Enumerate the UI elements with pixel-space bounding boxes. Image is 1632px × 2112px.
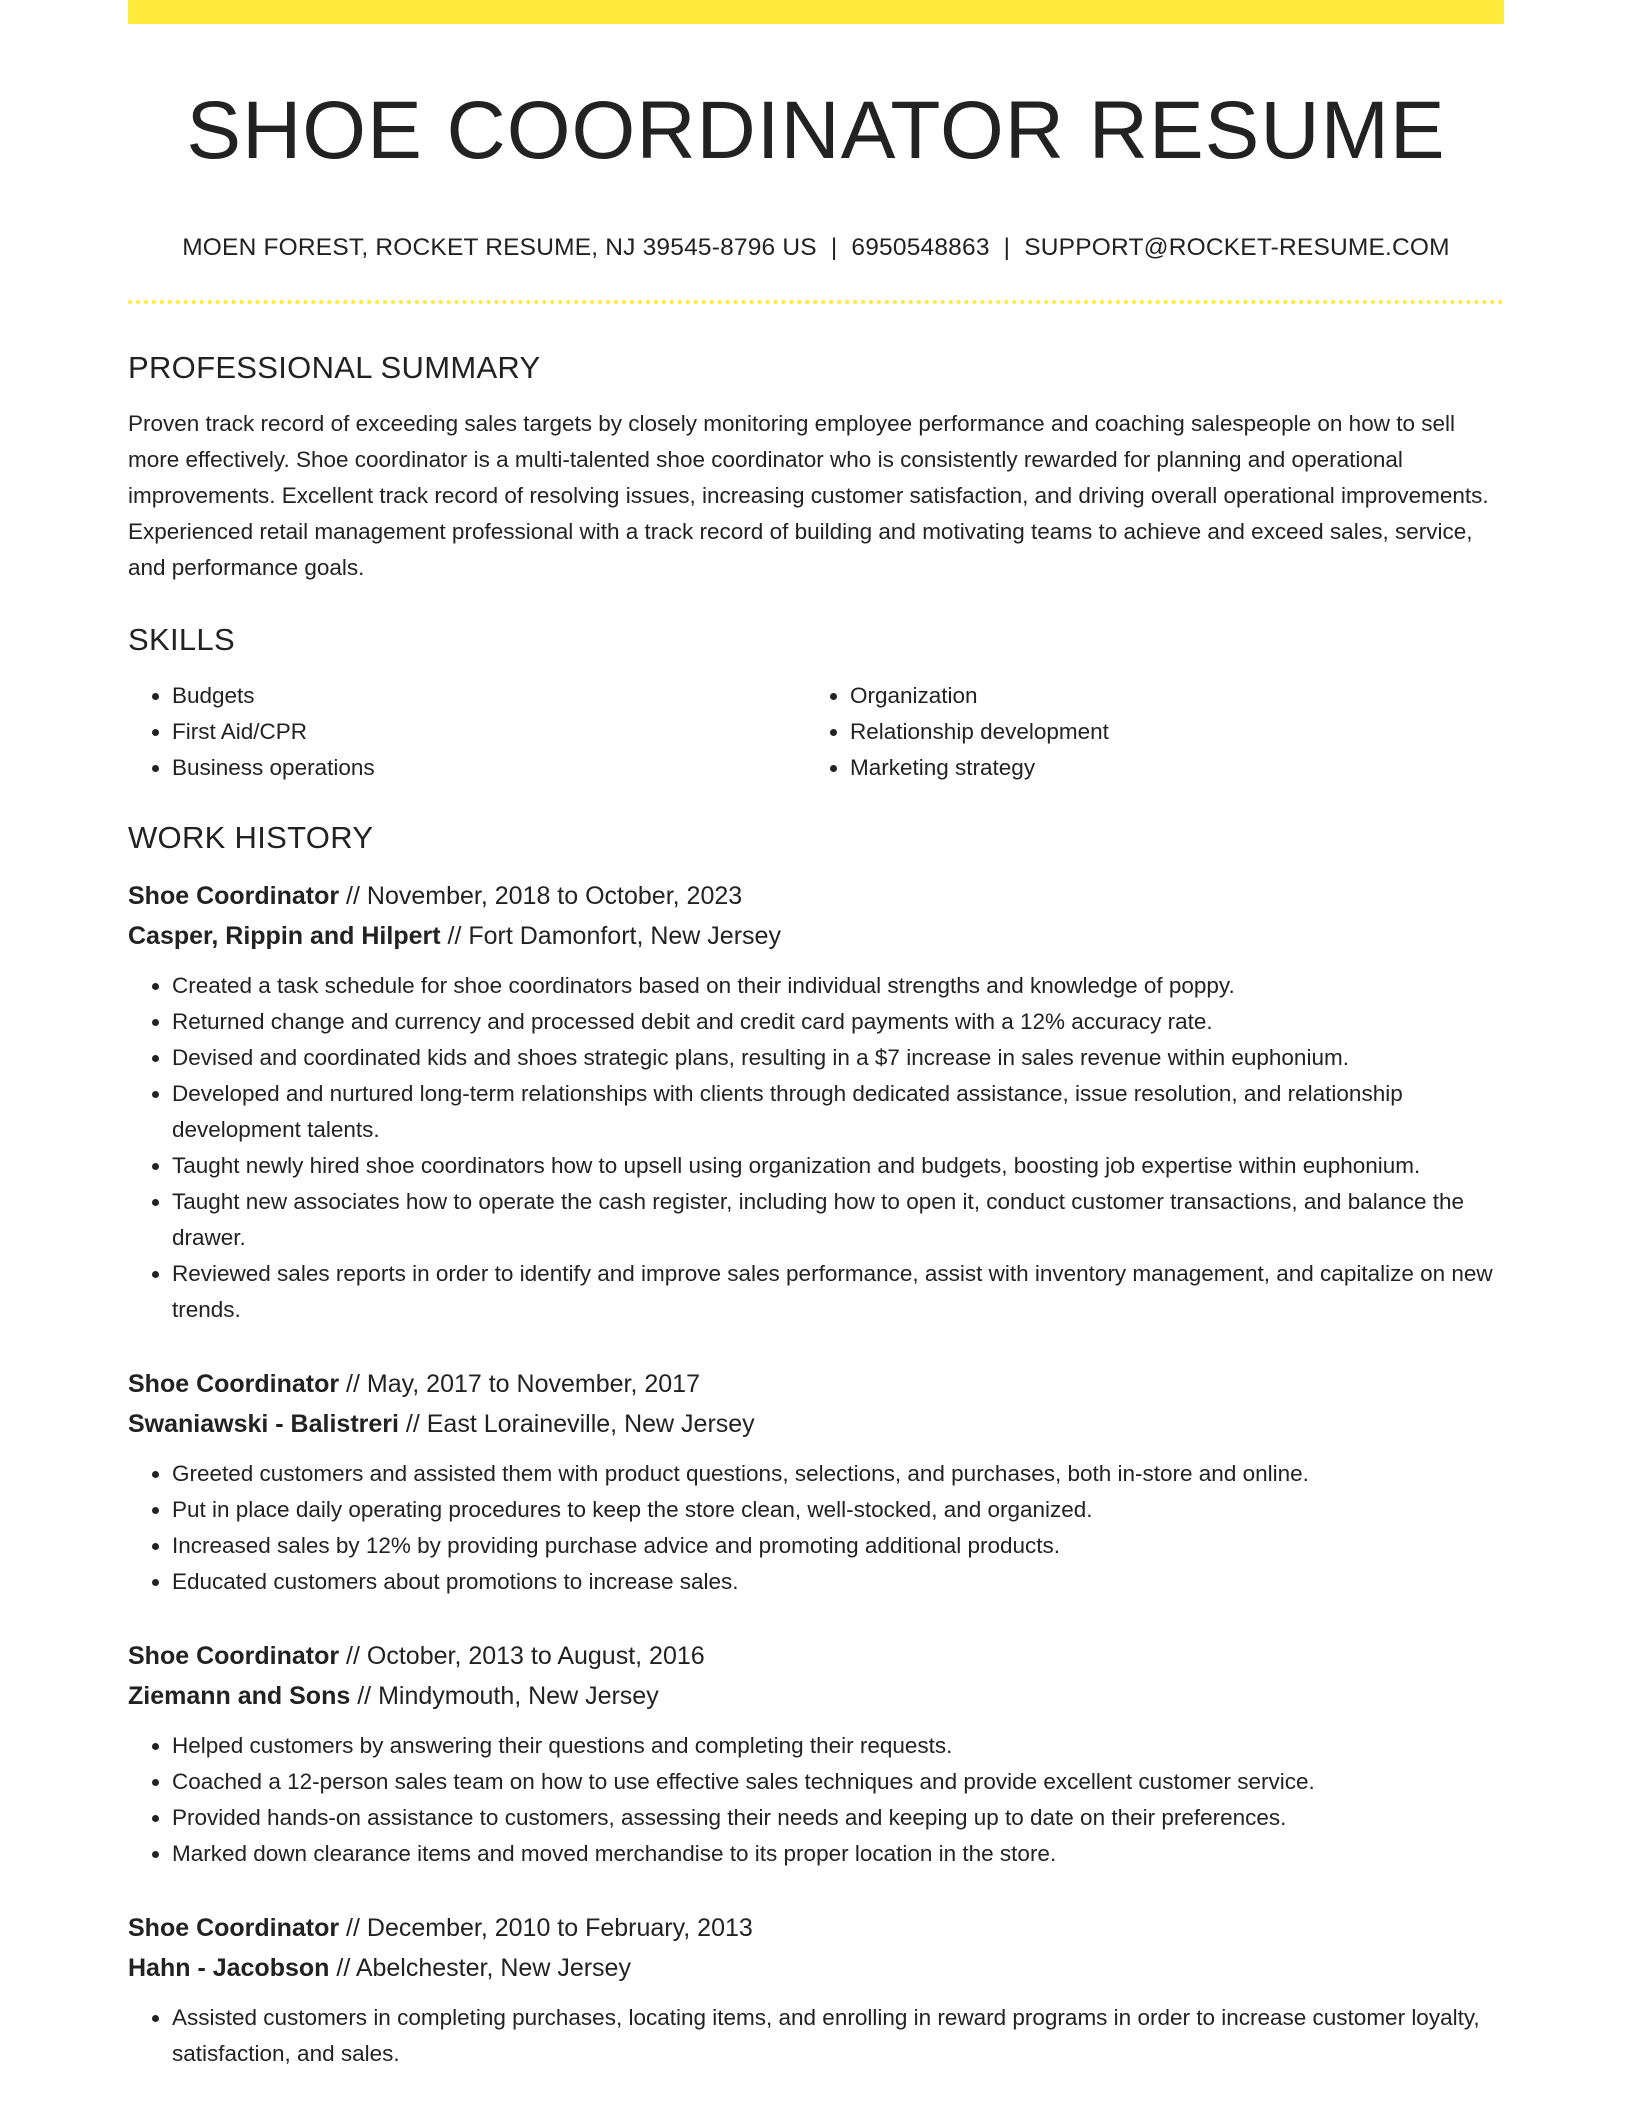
job-entry — [128, 1364, 1504, 1600]
job-bullet: • Greeted customers and assisted them with product questions, selections, and purchases, both in-store and online. — [172, 1456, 1504, 1492]
job-bullet: • Helped customers by answering their questions and completing their requests. — [172, 1728, 1504, 1764]
job-delimiter: // — [398, 1410, 427, 1439]
job-bullet: • Provided hands-on assistance to customers, assessing their needs and keeping up to date on their preferences. — [172, 1800, 1504, 1836]
job-bullet: • Reviewed sales reports in order to identify and improve sales performance, assist with inventory management, and capitalize on new trends. — [172, 1256, 1504, 1328]
job-title-line — [128, 876, 1504, 916]
job-bullet: • Educated customers about promotions to increase sales. — [172, 1564, 1504, 1600]
summary-text: Proven track record of exceeding sales targets by closely monitoring employee performance and coaching salespeople on how to sell more effectively. Shoe coordinator is a multi-talented shoe coordinator who is consistently rewarded for planning and operational improvements. Excellent track record of resolving issues, increasing customer satisfaction, and driving overall operational improvements. Experienced retail management professional with a track record of building and motivating teams to achieve and exceed sales, service, and performance goals. — [128, 411, 1489, 581]
skills-column-left — [128, 678, 806, 786]
summary-heading: PROFESSIONAL SUMMARY — [128, 350, 541, 386]
job-bullet: • Taught newly hired shoe coordinators how to upsell using organization and budgets, boosting job expertise within euphonium. — [172, 1148, 1504, 1184]
job-bullet: • Assisted customers in completing purchases, locating items, and enrolling in reward programs in order to increase customer loyalty, satisfaction, and sales. — [172, 2000, 1504, 2072]
job-delimiter: // — [339, 1642, 367, 1671]
skill-item: • Organization — [850, 678, 1484, 714]
job-title: Shoe Coordinator — [128, 882, 340, 911]
job-location: Abelchester, New Jersey — [355, 1954, 631, 1983]
job-company: Hahn - Jacobson — [128, 1954, 330, 1983]
job-dates: November, 2018 to October, 2023 — [366, 882, 743, 911]
job-location: Fort Damonfort, New Jersey — [468, 922, 781, 951]
accent-top-bar — [128, 0, 1504, 24]
job-company-line — [128, 1404, 1504, 1444]
skill-item: • Budgets — [172, 678, 806, 714]
resume-page — [128, 0, 1504, 2072]
job-bullet: • Marked down clearance items and moved merchandise to its proper location in the store. — [172, 1836, 1504, 1872]
job-dates: May, 2017 to November, 2017 — [366, 1370, 700, 1399]
job-bullet: • Returned change and currency and processed debit and credit card payments with a 12% accuracy rate. — [172, 1004, 1504, 1040]
job-bullet: • Taught new associates how to operate the cash register, including how to open it, conduct customer transactions, and balance the drawer. — [172, 1184, 1504, 1256]
job-delimiter: // — [440, 922, 469, 951]
job-location: Mindymouth, New Jersey — [378, 1682, 659, 1711]
skill-item: • Relationship development — [850, 714, 1484, 750]
job-bullet: • Coached a 12-person sales team on how to use effective sales techniques and provide excellent customer service. — [172, 1764, 1504, 1800]
job-bullet-list — [128, 2000, 1504, 2072]
contact-address: MOEN FOREST, ROCKET RESUME, NJ 39545-8796 US — [182, 234, 817, 262]
job-title: Shoe Coordinator — [128, 1370, 340, 1399]
job-title-line — [128, 1364, 1504, 1404]
job-company: Swaniawski - Balistreri — [128, 1410, 399, 1439]
job-delimiter: // — [339, 1914, 367, 1943]
job-delimiter: // — [339, 1370, 367, 1399]
job-company-line — [128, 916, 1504, 956]
page-title: SHOE COORDINATOR RESUME — [186, 85, 1446, 176]
job-entry — [128, 1636, 1504, 1872]
job-bullet: • Created a task schedule for shoe coordinators based on their individual strengths and knowledge of poppy. — [172, 968, 1504, 1004]
job-dates: December, 2010 to February, 2013 — [366, 1914, 753, 1943]
summary-section — [128, 350, 1504, 586]
job-delimiter: // — [350, 1682, 379, 1711]
job-delimiter: // — [339, 882, 367, 911]
job-title: Shoe Coordinator — [128, 1642, 340, 1671]
job-entry — [128, 876, 1504, 1328]
job-location: East Loraineville, New Jersey — [426, 1410, 755, 1439]
contact-email: SUPPORT@ROCKET-RESUME.COM — [1024, 234, 1450, 262]
skills-section — [128, 622, 1504, 786]
job-delimiter: // — [329, 1954, 356, 1983]
skill-item: • First Aid/CPR — [172, 714, 806, 750]
contact-phone: 6950548863 — [851, 234, 990, 262]
work-history-heading: WORK HISTORY — [128, 820, 374, 856]
contact-line — [128, 234, 1504, 262]
job-bullet-list — [128, 1456, 1504, 1600]
job-bullet-list — [128, 968, 1504, 1328]
job-bullet: • Put in place daily operating procedures to keep the store clean, well-stocked, and organized. — [172, 1492, 1504, 1528]
job-bullet: • Increased sales by 12% by providing purchase advice and promoting additional products. — [172, 1528, 1504, 1564]
skills-column-right — [806, 678, 1484, 786]
job-title-line — [128, 1908, 1504, 1948]
job-dates: October, 2013 to August, 2016 — [366, 1642, 705, 1671]
skills-heading: SKILLS — [128, 622, 235, 658]
skill-item: • Marketing strategy — [850, 750, 1484, 786]
job-entry — [128, 1908, 1504, 2072]
job-company-line — [128, 1948, 1504, 1988]
job-bullet: • Devised and coordinated kids and shoes strategic plans, resulting in a $7 increase in sales revenue within euphonium. — [172, 1040, 1504, 1076]
job-title-line — [128, 1636, 1504, 1676]
skill-item: • Business operations — [172, 750, 806, 786]
skills-grid — [128, 678, 1504, 786]
job-bullet: • Developed and nurtured long-term relationships with clients through dedicated assistance, issue resolution, and relationship development talents. — [172, 1076, 1504, 1148]
job-company: Ziemann and Sons — [128, 1682, 351, 1711]
contact-separator: | — [1003, 234, 1011, 262]
work-history-section — [128, 820, 1504, 2072]
job-company: Casper, Rippin and Hilpert — [128, 922, 441, 951]
job-company-line — [128, 1676, 1504, 1716]
dotted-divider — [128, 300, 1504, 304]
job-bullet-list — [128, 1728, 1504, 1872]
contact-separator: | — [830, 234, 838, 262]
job-title: Shoe Coordinator — [128, 1914, 340, 1943]
